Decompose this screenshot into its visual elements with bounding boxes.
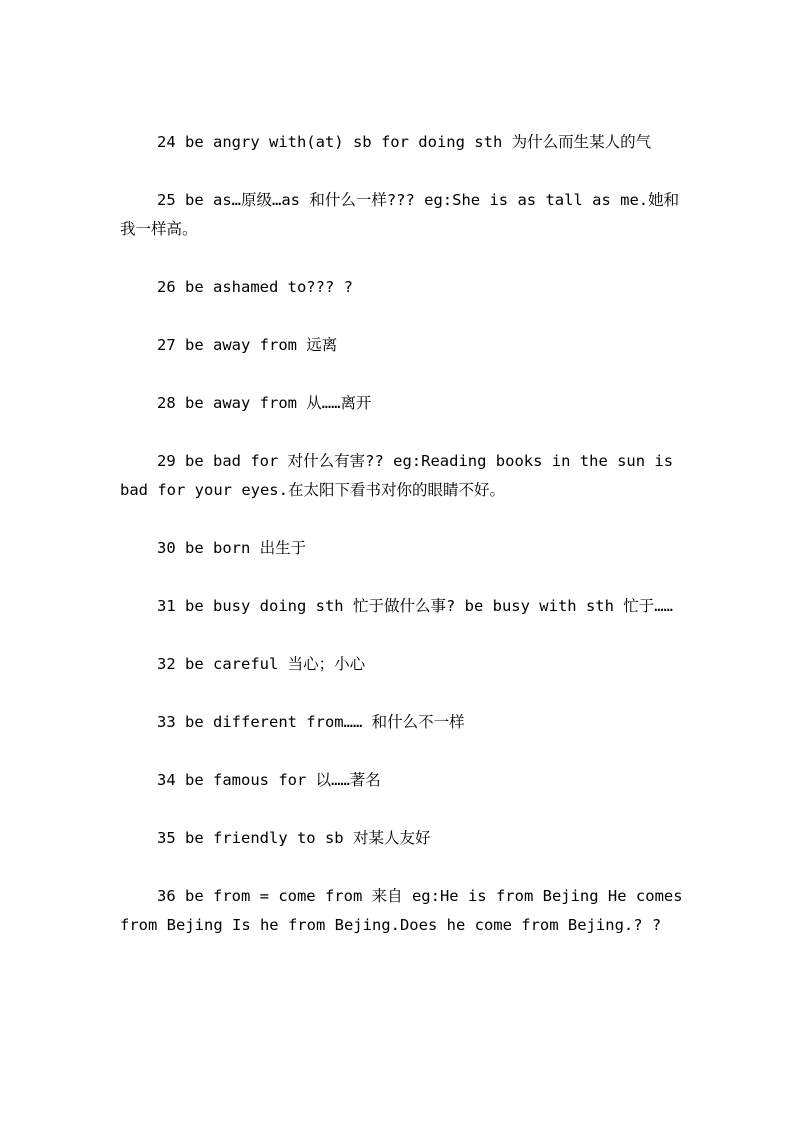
phrase-list [120, 128, 692, 940]
phrase-entry-34: 34 be famous for 以……著名 [157, 771, 381, 789]
phrase-entry-35: 35 be friendly to sb 对某人友好 [157, 829, 431, 847]
phrase-entry-31: 31 be busy doing sth 忙于做什么事? be busy with sth 忙于…… [157, 597, 673, 615]
phrase-entry-29: 29 be bad for 对什么有害?? eg:Reading books in the sun is bad for your eyes.在太阳下看书对你的眼睛不好。 [120, 452, 674, 499]
phrase-entry-26: 26 be ashamed to??? ? [157, 278, 353, 296]
phrase-entry-32: 32 be careful 当心；小心 [157, 655, 366, 673]
phrase-entry-36: 36 be from = come from 来自 eg:He is from Bejing He comes from Bejing Is he from Bejing.Does he come from Bejing.? ? [120, 887, 683, 934]
phrase-entry-27: 27 be away from 远离 [157, 336, 338, 354]
phrase-entry-24: 24 be angry with(at) sb for doing sth 为什么而生某人的气 [157, 133, 652, 151]
phrase-entry-28: 28 be away from 从……离开 [157, 394, 372, 412]
phrase-entry-30: 30 be born 出生于 [157, 539, 307, 557]
phrase-entry-33: 33 be different from…… 和什么不一样 [157, 713, 465, 731]
phrase-entry-25: 25 be as…原级…as 和什么一样??? eg:She is as tall as me.她和我一样高。 [120, 191, 680, 238]
